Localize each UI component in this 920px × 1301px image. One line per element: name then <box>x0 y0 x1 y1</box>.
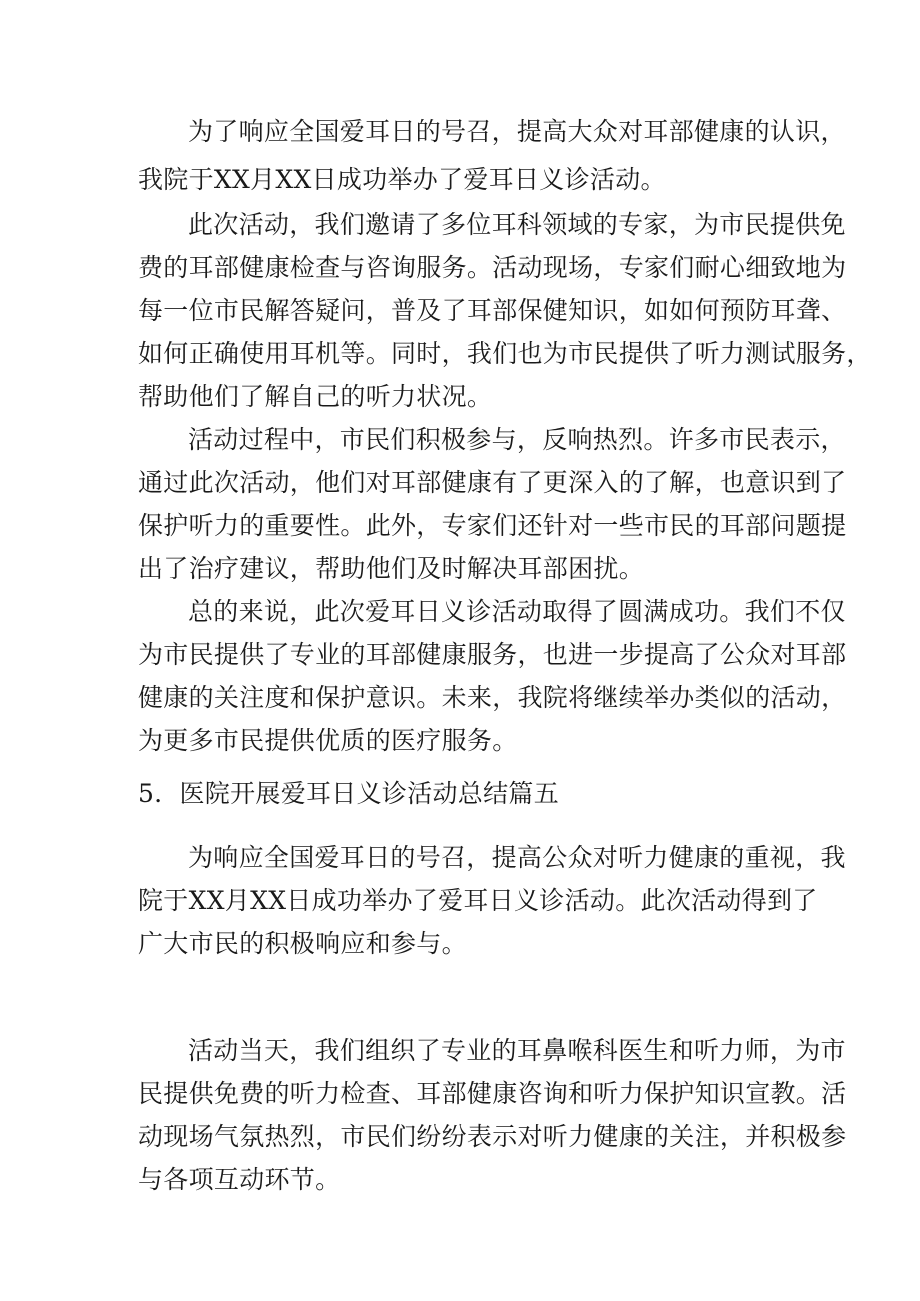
section-paragraph-1-line-2: 院于XX月XX日成功举办了爱耳日义诊活动。此次活动得到了 <box>138 886 818 915</box>
section-paragraph-1-line-3: 广大市民的积极响应和参与。 <box>138 929 467 958</box>
paragraph-3-line-4: 出了治疗建议，帮助他们及时解决耳部困扰。 <box>138 554 645 583</box>
paragraph-1-line-2: 我院于XX月XX日成功举办了爱耳日义诊活动。 <box>138 165 666 194</box>
section-heading: 5．医院开展爱耳日义诊活动总结篇五 <box>138 779 560 808</box>
paragraph-3-line-3: 保护听力的重要性。此外，专家们还针对一些市民的耳部问题提 <box>138 511 847 540</box>
section-paragraph-2-line-2: 民提供免费的听力检查、耳部健康咨询和听力保护知识宣教。活 <box>138 1079 847 1108</box>
section-paragraph-2-line-3: 动现场气氛热烈，市民们纷纷表示对听力健康的关注，并积极参 <box>138 1122 847 1151</box>
paragraph-2-line-5: 帮助他们了解自己的听力状况。 <box>138 382 493 411</box>
paragraph-2-line-2: 费的耳部健康检查与咨询服务。活动现场，专家们耐心细致地为 <box>138 253 847 282</box>
paragraph-3-line-2: 通过此次活动，他们对耳部健康有了更深入的了解，也意识到了 <box>138 468 847 497</box>
paragraph-3-line-1: 活动过程中，市民们积极参与，反响热烈。许多市民表示， <box>188 425 846 454</box>
paragraph-4-line-2: 为市民提供了专业的耳部健康服务，也进一步提高了公众对耳部 <box>138 640 847 669</box>
section-paragraph-1-line-1: 为响应全国爱耳日的号召，提高公众对听力健康的重视，我 <box>188 843 846 872</box>
paragraph-2-line-4: 如何正确使用耳机等。同时，我们也为市民提供了听力测试服务， <box>138 339 872 368</box>
paragraph-4-line-4: 为更多市民提供优质的医疗服务。 <box>138 726 518 755</box>
paragraph-4-line-1: 总的来说，此次爱耳日义诊活动取得了圆满成功。我们不仅 <box>188 597 846 626</box>
section-paragraph-2-line-1: 活动当天，我们组织了专业的耳鼻喉科医生和听力师，为市 <box>188 1036 846 1065</box>
paragraph-1-line-1: 为了响应全国爱耳日的号召，提高大众对耳部健康的认识， <box>188 117 846 146</box>
paragraph-2-line-3: 每一位市民解答疑问，普及了耳部保健知识，如如何预防耳聋、 <box>138 296 847 325</box>
paragraph-4-line-3: 健康的关注度和保护意识。未来，我院将继续举办类似的活动， <box>138 683 847 712</box>
paragraph-2-line-1: 此次活动，我们邀请了多位耳科领域的专家，为市民提供免 <box>188 210 846 239</box>
section-paragraph-2-line-4: 与各项互动环节。 <box>138 1165 341 1194</box>
